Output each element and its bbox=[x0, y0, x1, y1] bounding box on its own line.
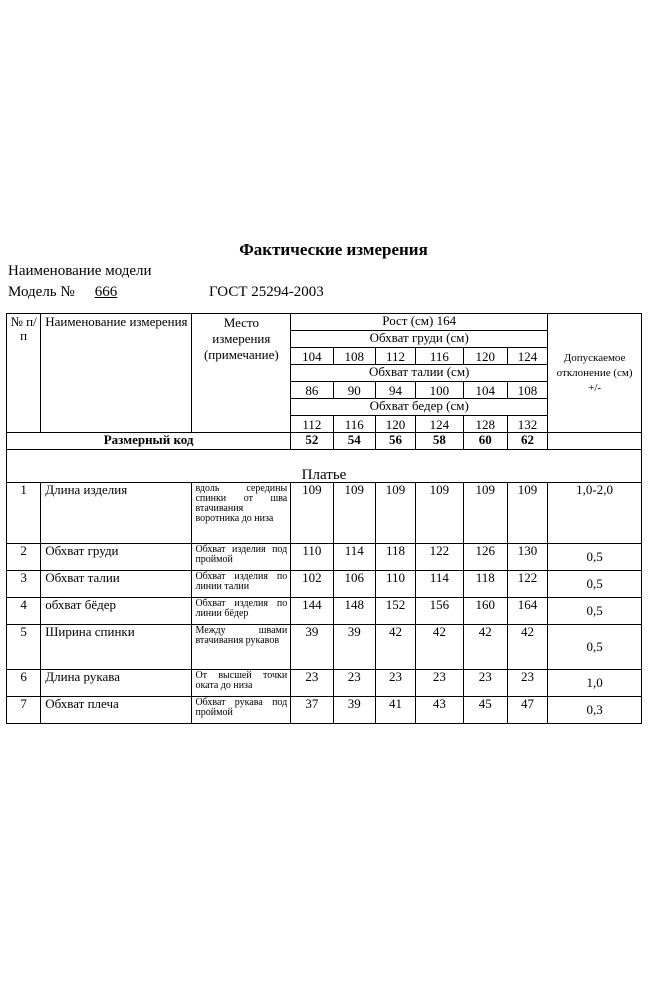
waist-size-cell: 94 bbox=[375, 382, 415, 399]
measurement-place: Обхват изделия по линии талии bbox=[192, 571, 291, 598]
measurement-value: 110 bbox=[375, 571, 415, 598]
waist-size-cell: 104 bbox=[463, 382, 507, 399]
measurement-value: 39 bbox=[291, 625, 333, 670]
tolerance-value: 1,0 bbox=[548, 670, 642, 697]
tolerance-value: 0,5 bbox=[548, 598, 642, 625]
chest-size-cell: 112 bbox=[375, 348, 415, 365]
row-number: 3 bbox=[7, 571, 41, 598]
measurement-place: Обхват рукава под проймой bbox=[192, 697, 291, 724]
measurement-value: 160 bbox=[463, 598, 507, 625]
tolerance-value: 0,5 bbox=[548, 625, 642, 670]
measurement-place: Между швами втачивания рукавов bbox=[192, 625, 291, 670]
measurement-value: 23 bbox=[507, 670, 547, 697]
model-label: Модель № bbox=[8, 284, 75, 300]
model-name-label: Наименование модели bbox=[8, 263, 152, 279]
header-hips: Обхват бедер (см) bbox=[291, 399, 548, 416]
measurement-name: Обхват плеча bbox=[41, 697, 192, 724]
size-code-label: Размерный код bbox=[7, 433, 291, 450]
measurement-value: 42 bbox=[375, 625, 415, 670]
measurement-value: 47 bbox=[507, 697, 547, 724]
table-row bbox=[7, 625, 642, 670]
hip-size-cell: 132 bbox=[507, 416, 547, 433]
measurement-value: 148 bbox=[333, 598, 375, 625]
row-number: 4 bbox=[7, 598, 41, 625]
measurement-value: 114 bbox=[416, 571, 463, 598]
measurement-value: 118 bbox=[463, 571, 507, 598]
measurement-value: 102 bbox=[291, 571, 333, 598]
measurement-value: 23 bbox=[416, 670, 463, 697]
measurement-value: 130 bbox=[507, 544, 547, 571]
size-code-cell: 54 bbox=[333, 433, 375, 450]
row-number: 6 bbox=[7, 670, 41, 697]
measurement-value: 45 bbox=[463, 697, 507, 724]
measurement-place: От высшей точки оката до низа bbox=[192, 670, 291, 697]
waist-size-cell: 108 bbox=[507, 382, 547, 399]
row-number: 2 bbox=[7, 544, 41, 571]
hip-size-cell: 128 bbox=[463, 416, 507, 433]
size-code-cell: 58 bbox=[416, 433, 463, 450]
measurement-value: 42 bbox=[416, 625, 463, 670]
measurement-name: Обхват талии bbox=[41, 571, 192, 598]
measurement-name: Ширина спинки bbox=[41, 625, 192, 670]
measurement-value: 109 bbox=[463, 483, 507, 544]
measurement-place: вдоль середины спинки от шва втачивания воротника до низа bbox=[192, 483, 291, 544]
tolerance-value: 0,5 bbox=[548, 571, 642, 598]
tolerance-value: 0,5 bbox=[548, 544, 642, 571]
measurement-name: Длина рукава bbox=[41, 670, 192, 697]
measurement-value: 156 bbox=[416, 598, 463, 625]
table-row bbox=[7, 544, 642, 571]
size-code-cell: 62 bbox=[507, 433, 547, 450]
hip-size-cell: 124 bbox=[416, 416, 463, 433]
measurement-value: 23 bbox=[291, 670, 333, 697]
header-place: Место измерения (примечание) bbox=[192, 314, 291, 433]
header-height: Рост (см) 164 bbox=[291, 314, 548, 331]
measurement-value: 43 bbox=[416, 697, 463, 724]
tolerance-value: 1,0-2,0 bbox=[548, 483, 642, 544]
measurement-name: Длина изделия bbox=[41, 483, 192, 544]
tolerance-value: 0,3 bbox=[548, 697, 642, 724]
measurement-value: 42 bbox=[507, 625, 547, 670]
measurement-value: 109 bbox=[507, 483, 547, 544]
measurement-name: обхват бёдер bbox=[41, 598, 192, 625]
hip-size-cell: 120 bbox=[375, 416, 415, 433]
measurement-value: 122 bbox=[507, 571, 547, 598]
measurement-value: 23 bbox=[333, 670, 375, 697]
measurement-value: 39 bbox=[333, 697, 375, 724]
measurement-value: 126 bbox=[463, 544, 507, 571]
measurement-value: 109 bbox=[291, 483, 333, 544]
measurement-value: 41 bbox=[375, 697, 415, 724]
measurement-place: Обхват изделия по линии бёдер bbox=[192, 598, 291, 625]
measurement-value: 118 bbox=[375, 544, 415, 571]
measurement-value: 144 bbox=[291, 598, 333, 625]
row-number: 5 bbox=[7, 625, 41, 670]
measurement-value: 39 bbox=[333, 625, 375, 670]
chest-size-cell: 108 bbox=[333, 348, 375, 365]
size-code-empty bbox=[548, 433, 642, 450]
measurement-value: 114 bbox=[333, 544, 375, 571]
chest-size-cell: 104 bbox=[291, 348, 333, 365]
measurement-place: Обхват изделия под проймой bbox=[192, 544, 291, 571]
measurement-name: Обхват груди bbox=[41, 544, 192, 571]
header-num: № п/п bbox=[7, 314, 41, 433]
table-row bbox=[7, 670, 642, 697]
section-title: Платье bbox=[7, 464, 642, 483]
row-number: 1 bbox=[7, 483, 41, 544]
measurements-table bbox=[6, 313, 642, 724]
table-row bbox=[7, 697, 642, 724]
waist-size-cell: 90 bbox=[333, 382, 375, 399]
model-line bbox=[8, 284, 324, 301]
header-name: Наименование измерения bbox=[41, 314, 192, 433]
measurement-value: 110 bbox=[291, 544, 333, 571]
hip-size-cell: 116 bbox=[333, 416, 375, 433]
measurement-value: 106 bbox=[333, 571, 375, 598]
chest-size-cell: 124 bbox=[507, 348, 547, 365]
measurement-value: 109 bbox=[333, 483, 375, 544]
header-waist: Обхват талии (см) bbox=[291, 365, 548, 382]
measurement-value: 109 bbox=[416, 483, 463, 544]
chest-size-cell: 116 bbox=[416, 348, 463, 365]
section-gap bbox=[7, 450, 642, 465]
size-code-cell: 60 bbox=[463, 433, 507, 450]
measurement-value: 109 bbox=[375, 483, 415, 544]
measurement-value: 42 bbox=[463, 625, 507, 670]
document-title: Фактические измерения bbox=[239, 240, 428, 259]
size-code-cell: 52 bbox=[291, 433, 333, 450]
header-tolerance: Допускаемое отклонение (см) +/- bbox=[548, 314, 642, 433]
header-chest: Обхват груди (см) bbox=[291, 331, 548, 348]
table-row bbox=[7, 483, 642, 544]
table-row bbox=[7, 571, 642, 598]
size-code-cell: 56 bbox=[375, 433, 415, 450]
measurement-value: 37 bbox=[291, 697, 333, 724]
waist-size-cell: 100 bbox=[416, 382, 463, 399]
table-row bbox=[7, 598, 642, 625]
measurement-value: 152 bbox=[375, 598, 415, 625]
row-number: 7 bbox=[7, 697, 41, 724]
waist-size-cell: 86 bbox=[291, 382, 333, 399]
hip-size-cell: 112 bbox=[291, 416, 333, 433]
measurement-value: 164 bbox=[507, 598, 547, 625]
measurement-value: 122 bbox=[416, 544, 463, 571]
chest-size-cell: 120 bbox=[463, 348, 507, 365]
measurement-value: 23 bbox=[463, 670, 507, 697]
measurement-value: 23 bbox=[375, 670, 415, 697]
gost-standard: ГОСТ 25294-2003 bbox=[209, 284, 324, 300]
model-number: 666 bbox=[94, 284, 118, 300]
